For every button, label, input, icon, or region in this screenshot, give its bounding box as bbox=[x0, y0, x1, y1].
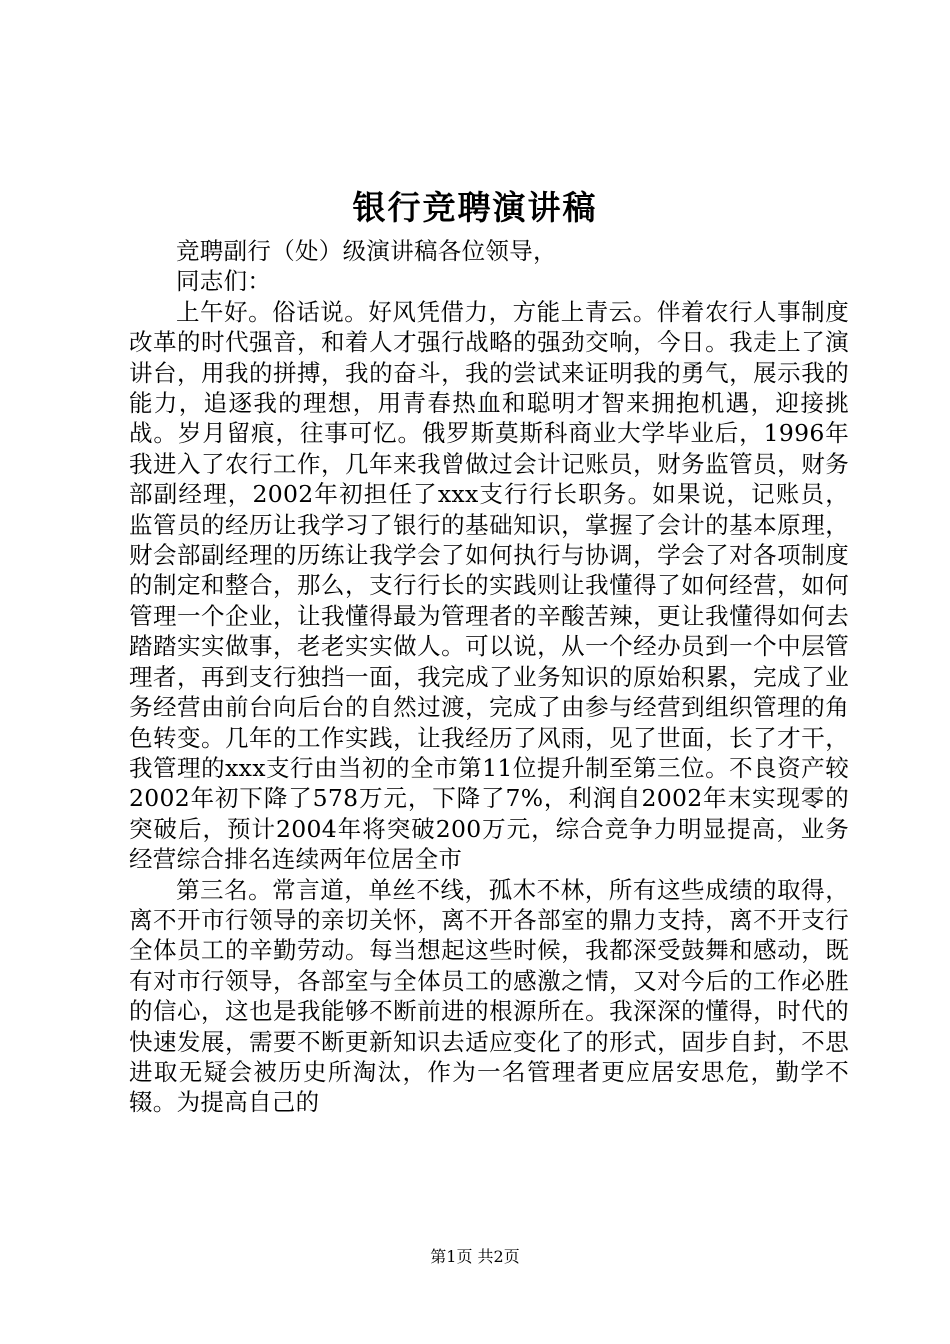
paragraph-body-2: 第三名。常言道，单丝不线，孤木不林，所有这些成绩的取得，离不开市行领导的亲切关怀，离不开各部室的鼎力支持，离不开支行全体员工的辛勤劳动。每当想起这些时候，我都深受鼓舞和感动，既有对市行领导，各部室与全体员工的感激之情，又对今后的工作必胜的信心，这也是我能够不断前进的根源所在。我深深的懂得，时代的快速发展，需要不断更新知识去适应变化了的形式，固步自封，不思进取无疑会被历史所淘汰，作为一名管理者更应居安思危，勤学不辍。为提高自己的 bbox=[129, 875, 849, 1117]
paragraph-salutation: 同志们： bbox=[176, 267, 272, 296]
page-footer: 第1页 共2页 bbox=[430, 1247, 520, 1266]
document-title: 银行竞聘演讲稿 bbox=[352, 188, 598, 227]
document-body bbox=[129, 236, 849, 1118]
paragraph-greeting: 竞聘副行（处）级演讲稿各位领导， bbox=[176, 237, 557, 265]
paragraph-body-1: 上午好。俗话说。好风凭借力，方能上青云。伴着农行人事制度改革的时代强音，和着人才强行战略的强劲交响，今日。我走上了演讲台，用我的拼搏，我的奋斗，我的尝试来证明我的勇气，展示我的能力，追逐我的理想，用青春热血和聪明才智来拥抱机遇，迎接挑战。岁月留痕，往事可忆。俄罗斯莫斯科商业大学毕业后，1996年我进入了农行工作，几年来我曾做过会计记账员，财务监管员，财务部副经理，2002年初担任了xxx支行行长职务。如果说，记账员，监管员的经历让我学习了银行的基础知识，掌握了会计的基本原理，财会部副经理的历练让我学会了如何执行与协调，学会了对各项制度的制定和整合，那么，支行行长的实践则让我懂得了如何经营，如何管理一个企业，让我懂得最为管理者的辛酸苦辣，更让我懂得如何去踏踏实实做事，老老实实做人。可以说，从一个经办员到一个中层管理者，再到支行独挡一面，我完成了业务知识的原始积累，完成了业务经营由前台向后台的自然过渡，完成了由参与经营到组织管理的角色转变。几年的工作实践，让我经历了风雨，见了世面，长了才干，我管理的xxx支行由当初的全市第11位提升制至第三位。不良资产较2002年初下降了578万元，下降了7%，利润自2002年末实现零的突破后，预计2004年将突破200万元，综合竞争力明显提高，业务经营综合排名连续两年位居全市 bbox=[129, 297, 849, 874]
